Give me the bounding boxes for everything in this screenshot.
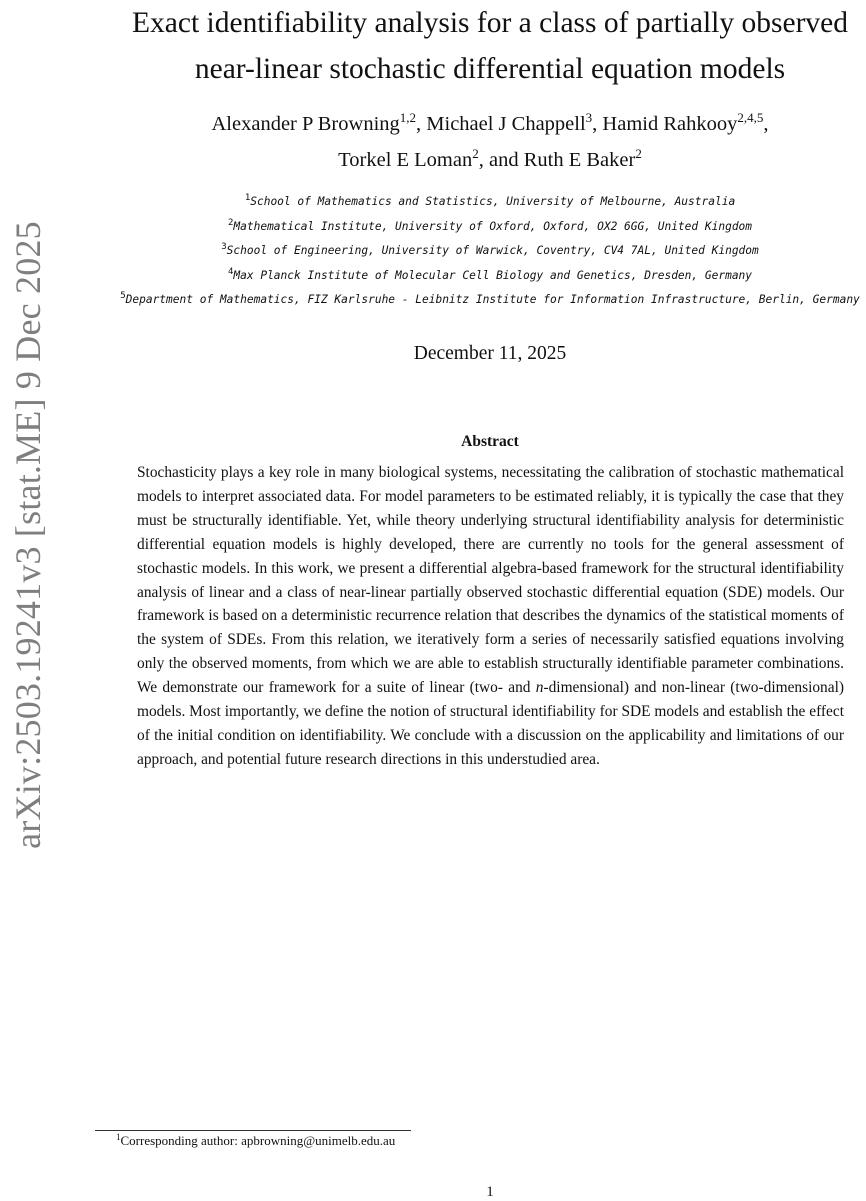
affiliation-list: [100, 190, 866, 313]
abstract-heading: Abstract: [461, 433, 519, 450]
author-name: Michael J Chappell: [426, 113, 586, 135]
author-line-2: [120, 142, 860, 178]
affiliation-text: School of Engineering, University of Warwick, Coventry, CV4 7AL, United Kingdom: [226, 244, 759, 257]
author-separator: ,: [592, 113, 603, 135]
author-list: [120, 106, 860, 178]
author-name: Alexander P Browning: [211, 113, 400, 135]
author-name: Hamid Rahkooy: [602, 113, 738, 135]
abstract-text-part-1: Stochasticity plays a key role in many biological systems, necessitating the calibration of stochastic mathematical models to interpret associated data. For model parameters to be estimated reliably, it is typically the case that they must be structurally identifiable. Yet, while theory underlying structural identifiability analysis for deterministic differential equation models is highly developed, there are currently no tools for the general assessment of stochastic models. In this work, we present a differential algebra-based framework for the structural identifiability analysis of linear and a class of near-linear partially observed stochastic differential equation (SDE) models. Our framework is based on a deterministic recurrence relation that describes the dynamics of the statistical moments of the system of SDEs. From this relation, we iteratively form a series of necessarily satisfied equations involving only the observed moments, from which we are able to establish structurally identifiable parameter combinations. We demonstrate our framework for a suite of linear (two- and: [137, 464, 844, 697]
abstract-math-n: n: [535, 679, 544, 697]
arxiv-identifier-stamp: arXiv:2503.19241v3 [stat.ME] 9 Dec 2025: [8, 221, 48, 849]
affiliation-number: 2: [227, 217, 234, 228]
affiliation-number: 3: [221, 242, 227, 252]
footnote: [116, 1133, 395, 1149]
title-line-1: Exact identifiability analysis for a class of partially observed: [132, 7, 848, 39]
affiliation-item: [100, 264, 866, 289]
affiliation-item: [100, 215, 866, 240]
affiliation-text: Mathematical Institute, University of Oxford, Oxford, OX2 6GG, United Kingdom: [233, 219, 753, 233]
author-separator: ,: [416, 113, 427, 135]
footnote-rule: [95, 1130, 411, 1131]
author-affiliation-marker: 2: [472, 146, 479, 161]
abstract-text-part-2: -dimensional) and non-linear (two-dimensional) models. Most importantly, we define the notion of structural identifiability for SDE models and establish the effect of the initial condition on identifiability. We conclude with a discussion on the applicability and limitations of our approach, and potential future research directions in this understudied area.: [137, 679, 844, 768]
author-name: Torkel E Loman: [338, 149, 473, 171]
footnote-number: 1: [116, 1132, 121, 1142]
affiliation-text: Max Planck Institute of Molecular Cell Biology and Genetics, Dresden, Germany: [233, 268, 753, 282]
page-number: 1: [486, 1184, 494, 1200]
affiliation-text: School of Mathematics and Statistics, University of Melbourne, Australia: [250, 195, 736, 208]
title-line-2: near-linear stochastic differential equation models: [194, 53, 786, 85]
author-line-1: [120, 106, 860, 142]
affiliation-item: [100, 288, 866, 313]
author-affiliation-marker: 1,2: [399, 110, 417, 125]
author-name: Ruth E Baker: [523, 149, 636, 171]
author-separator: , and: [478, 149, 524, 171]
footnote-text: Corresponding author: apbrowning@unimelb.edu.au: [120, 1133, 396, 1148]
affiliation-text: Department of Mathematics, FIZ Karlsruhe - Leibnitz Institute for Information Infrastructure, Berlin, Germany: [125, 293, 860, 306]
affiliation-number: 5: [120, 291, 126, 301]
affiliation-item: [100, 190, 866, 215]
author-separator: ,: [763, 113, 769, 135]
abstract-body: [137, 461, 844, 772]
paper-title: [110, 0, 866, 92]
affiliation-number: 4: [227, 266, 234, 277]
author-affiliation-marker: 3: [585, 110, 593, 125]
publication-date: December 11, 2025: [413, 343, 567, 364]
affiliation-number: 1: [244, 193, 251, 203]
affiliation-item: [100, 239, 866, 264]
author-affiliation-marker: 2: [635, 146, 642, 161]
author-affiliation-marker: 2,4,5: [737, 110, 764, 125]
